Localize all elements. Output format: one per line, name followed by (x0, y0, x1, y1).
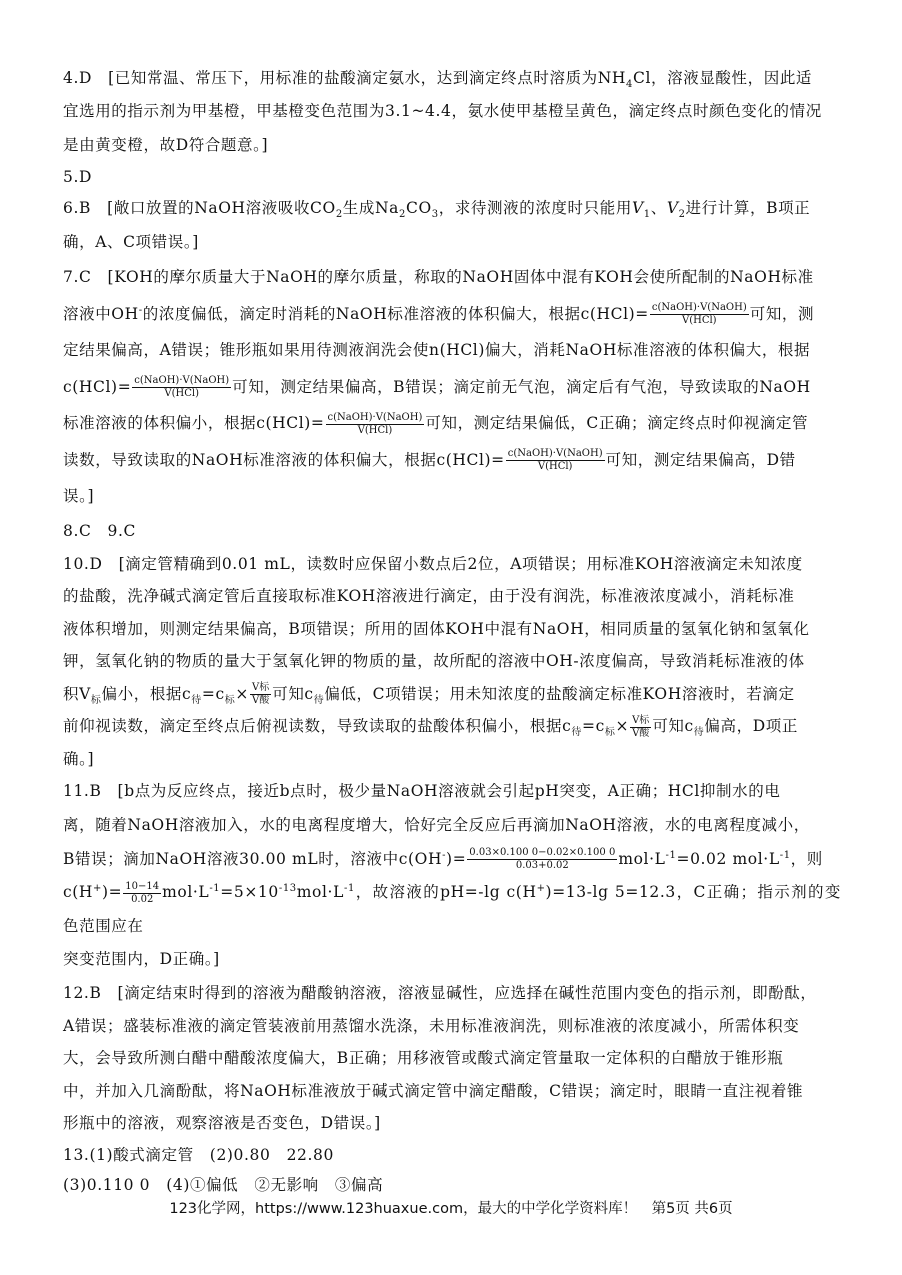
answer-6: 6.B [敞口放置的NaOH溶液吸收$CO_2$生成$Na_2CO_3$，求待测液的浓度时只能用$V_1$、$V_2$进行计算，B项正 确，A、C项错误。] (63, 199, 811, 251)
page-footer: 123化学网，https://www.123huaxue.com，最大的中学化学资料库！ 第5页 共6页 (169, 1201, 733, 1217)
oh-concentration-fraction: $\frac{0.03\times 0.100 0-0.02\times 0.100 0}{0.03+0.02}$ (469, 847, 616, 872)
answer-11: 11.B [b点为反应终点，接近b点时，极少量NaOH溶液就会引起pH突变，A正确；HCl抑制水的电 离，随着NaOH溶液加入，水的电离程度增大，恰好完全反应后再滴加NaOH溶液，水的电离程度减小， B错误；滴加NaOH溶液30.00 mL时，溶液中c(OH-)= $\frac{0.03\times 0.100 0-0.02\times 0.100 0}{0.03+0.02}$ $mol\cdot L^{-1}=0.02$ $mol\cdot L^{-1}$，则 c(H+)= $\frac{10-14}{0.02}$ $mol\cdot L^{-1}=5\times 10^{-13}mol\cdot L^{-1}$，故溶液的pH=-lg c(H+)=13-lg 5=12.3，C正确；指示剂的变色范围应在 突变范围内，D正确。] (63, 782, 841, 969)
formula-fraction: $\frac{\text{c(NaOH)·V(NaOH)}}{\text{V(HCl)}}$ (327, 411, 423, 436)
answer-10: 10.D [滴定管精确到0.01 mL，读数时应保留小数点后2位，A项错误；用标准KOH溶液滴定未知浓度 的盐酸，洗净碱式滴定管后直接取标准KOH溶液进行滴定，由于没有润洗，标准液浓度减小，消耗标准 液体积增加，则测定结果偏高，B项错误；所用的固体KOH中混有NaOH，相同质量的氢氧化钠和氢氧化 钾，氢氧化钠的物质的量大于氢氧化钾的物质的量，故所配的溶液中OH-浓度偏高，导致消耗标准液的体 积$V_标$偏小，根据$c_待=c_标\times$ $\frac{\text{V标}}{\text{V酸}}$ 可知$c_待$偏低，C项错误；用未知浓度的盐酸滴定标准KOH溶液时，若滴定 前仰视读数，滴定至终点后俯视读数，导致读取的盐酸体积偏小，根据$c_待=c_标\times$ $\frac{\text{V标}}{\text{V酸}}$ 可知$c_待$偏高，D项正 确。] (63, 554, 810, 768)
answer-7: 7.C [KOH的摩尔质量大于NaOH的摩尔质量，称取的NaOH固体中混有KOH会使所配制的NaOH标准 溶液中OH-的浓度偏低，滴定时消耗的NaOH标准溶液的体积偏大，根据c(HCl)= $\frac{\text{c(NaOH)·V(NaOH)}}{\text{V(HCl)}}$ 可知，测 定结果偏高，A错误；锥形瓶如果用待测液润洗会使n(HCl)偏大，消耗NaOH标准溶液的体积偏大，根据 c(HCl)= $\frac{\text{c(NaOH)·V(NaOH)}}{\text{V(HCl)}}$ 可知，测定结果偏高，B错误；滴定前无气泡，滴定后有气泡，导致读取的NaOH 标准溶液的体积偏小，根据c(HCl)= $\frac{\text{c(NaOH)·V(NaOH)}}{\text{V(HCl)}}$ 可知，测定结果偏低，C正确；滴定终点时仰视滴定管 读数，导致读取的NaOH标准溶液的体积偏大，根据c(HCl)= $\frac{\text{c(NaOH)·V(NaOH)}}{\text{V(HCl)}}$ 可知，测定结果偏高，D错 误。] (63, 268, 815, 506)
formula-fraction: $\frac{\text{c(NaOH)·V(NaOH)}}{\text{V(HCl)}}$ (507, 448, 603, 473)
formula-fraction: $\frac{\text{c(NaOH)·V(NaOH)}}{\text{V(HCl)}}$ (651, 302, 747, 327)
answer-5: 5.D (63, 168, 93, 187)
formula-fraction: $\frac{\text{c(NaOH)·V(NaOH)}}{\text{V(HCl)}}$ (134, 375, 230, 400)
answer-4: 4.D [已知常温、常压下，用标准的盐酸滴定氨水，达到滴定终点时溶质为$NH_4Cl$，溶液显酸性，因此适 宜选用的指示剂为甲基橙，甲基橙变色范围为3.1~4.4，氨水使甲基橙呈黄色，滴定终点时颜色变化的情况 是由黄变橙，故D符合题意。] (63, 69, 822, 154)
volume-ratio-fraction: $\frac{\text{V标}}{\text{V酸}}$ (632, 714, 650, 739)
h-concentration-fraction: $\frac{10-14}{0.02}$ (125, 880, 160, 905)
answer-12: 12.B [滴定结束时得到的溶液为醋酸钠溶液，溶液显碱性，应选择在碱性范围内变色的指示剂，即酚酞， A错误；盛装标准液的滴定管装液前用蒸馏水洗涤，未用标准液润洗，则标准液的浓度减小，所需体积变 大，会导致所测白醋中醋酸浓度偏大，B正确；用移液管或酸式滴定管量取一定体积的白醋放于锥形瓶 中，并加入几滴酚酞，将NaOH标准液放于碱式滴定管中滴定醋酸，C错误；滴定时，眼睛一直注视着锥 形瓶中的溶液，观察溶液是否变色，D错误。] (63, 984, 817, 1133)
answer-8-9: 8.C 9.C (63, 521, 136, 540)
answer-13: 13.(1)酸式滴定管 (2)0.80 22.80 (3)0.110 0 (4)①偏低 ②无影响 ③偏高 (63, 1145, 384, 1194)
answer-text (63, 62, 841, 1200)
volume-ratio-fraction: $\frac{\text{V标}}{\text{V酸}}$ (251, 682, 270, 707)
